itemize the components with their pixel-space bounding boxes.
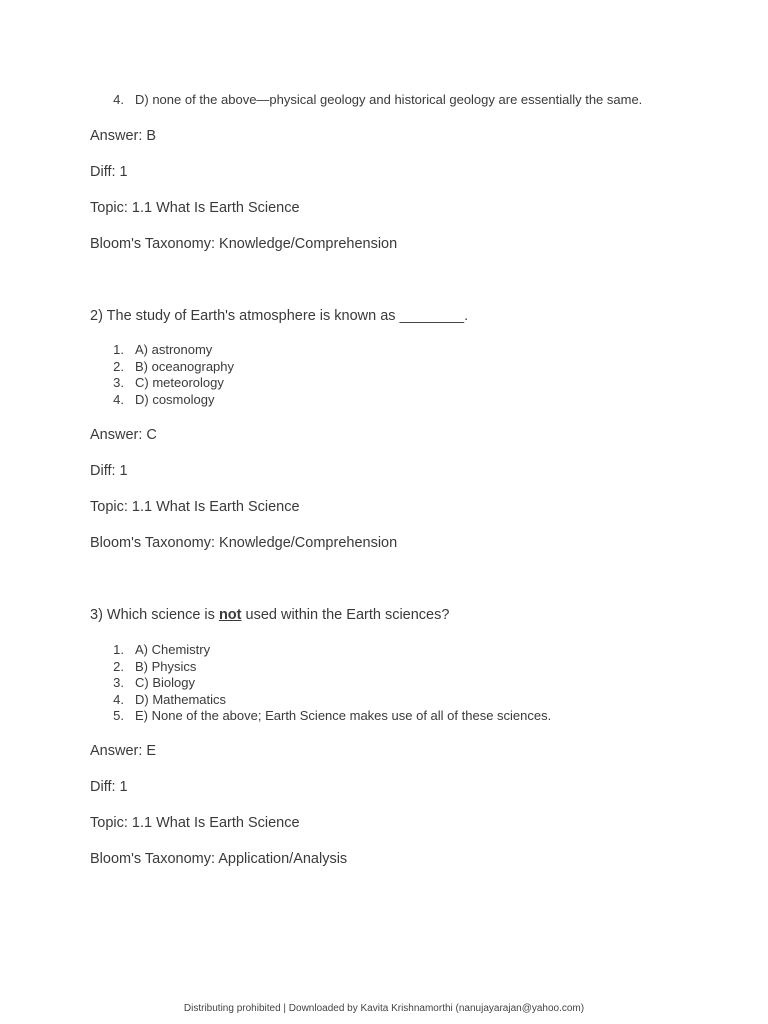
option-number: 5. (113, 708, 124, 723)
option-text: A) astronomy (135, 342, 213, 357)
q2-option-c (100, 375, 720, 392)
download-footer: Distributing prohibited | Downloaded by Kavita Krishnamorthi (nanujayarajan@yahoo.com) (183, 1003, 585, 1014)
q1-option-d (100, 92, 720, 109)
q3-question-suffix: used within the Earth sciences? (241, 607, 450, 623)
option-number: 3. (113, 375, 124, 390)
q1-topic: Topic: 1.1 What Is Earth Science (90, 200, 300, 216)
q3-option-d (100, 692, 720, 709)
option-text: D) Mathematics (135, 691, 227, 707)
q2-answer: Answer: C (90, 427, 157, 443)
option-number: 3. (113, 675, 124, 690)
option-number: 1. (113, 642, 124, 657)
q3-difficulty: Diff: 1 (90, 779, 128, 795)
q3-topic: Topic: 1.1 What Is Earth Science (90, 815, 300, 831)
q3-option-a (100, 642, 720, 659)
q2-bloom: Bloom's Taxonomy: Knowledge/Comprehension (90, 535, 398, 551)
q2-option-a (100, 342, 720, 359)
q2-question: 2) The study of Earth's atmosphere is known as ________. (90, 308, 469, 324)
q2-option-d (100, 392, 720, 409)
option-number: 4. (113, 391, 124, 407)
option-number: 2. (113, 358, 124, 374)
option-text: E) None of the above; Earth Science makes use of all of these sciences. (135, 708, 552, 723)
option-number: 4. (113, 92, 124, 107)
q3-question-emphasis: not (218, 607, 242, 623)
q2-option-b (100, 359, 720, 376)
q1-difficulty: Diff: 1 (90, 164, 128, 180)
option-number: 2. (113, 658, 124, 674)
q3-question-prefix: 3) Which science is (90, 607, 219, 623)
q3-option-c (100, 675, 720, 692)
q3-question (90, 606, 449, 624)
option-text: B) Physics (135, 658, 197, 674)
q3-bloom: Bloom's Taxonomy: Application/Analysis (90, 851, 348, 867)
q3-option-e (100, 708, 720, 725)
option-text: C) Biology (135, 675, 195, 690)
option-text: A) Chemistry (135, 642, 211, 657)
option-text: C) meteorology (135, 375, 224, 390)
option-text: B) oceanography (135, 358, 235, 374)
q2-topic: Topic: 1.1 What Is Earth Science (90, 499, 300, 515)
q2-difficulty: Diff: 1 (90, 463, 128, 479)
q1-answer: Answer: B (90, 128, 157, 144)
option-number: 4. (113, 691, 124, 707)
option-number: 1. (113, 342, 124, 357)
option-text: D) cosmology (135, 391, 215, 407)
q3-option-b (100, 659, 720, 676)
q1-bloom: Bloom's Taxonomy: Knowledge/Comprehension (90, 236, 398, 252)
option-text: D) none of the above—physical geology and historical geology are essentially the same. (135, 92, 643, 107)
q3-answer: Answer: E (90, 743, 157, 759)
